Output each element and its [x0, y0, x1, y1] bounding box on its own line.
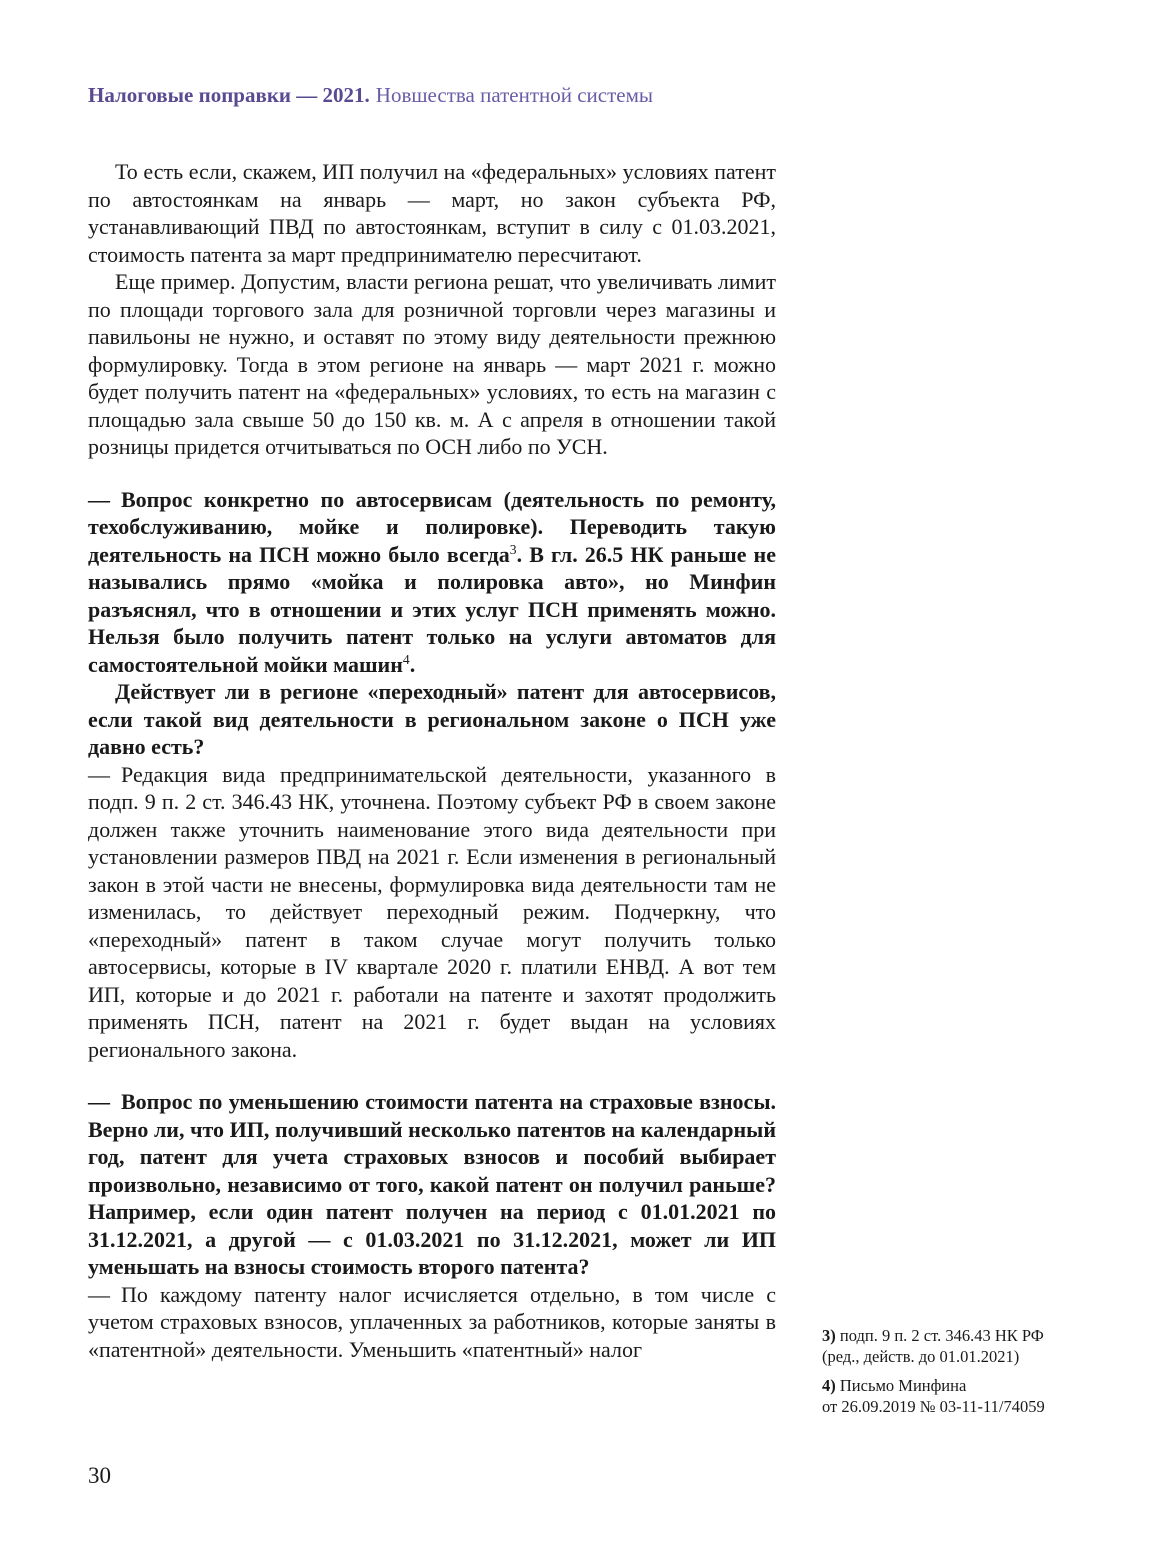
footnotes: [822, 1326, 1087, 1426]
footnote: 4) Письмо Минфина от 26.09.2019 № 03-11-11/74059: [822, 1376, 1045, 1416]
question-paragraph: Действует ли в регионе «переходный» патент для автосервисов, если такой вид деятельности в региональном законе о ПСН уже давно есть?: [88, 679, 776, 759]
body-paragraph: — Редакция вида предпринимательской деятельности, указанного в подп. 9 п. 2 ст. 346.43 НК, уточнена. Поэтому субъект РФ в своем законе должен также уточнить наименование этого вида деятельности при установлении размеров ПВД на 2021 г. Если изменения в региональный закон в этой части не внесены, формулировка вида деятельности там не изменилась, то действует переходный режим. Подчеркну, что «переходный» патент в таком случае могут получить только автосервисы, которые в IV квартале 2020 г. платили ЕНВД. А вот тем ИП, которые и до 2021 г. работали на патенте и захотят продолжить применять ПСН, патент на 2021 г. будет выдан на условиях регионального закона.: [88, 761, 776, 1062]
body-paragraph: — По каждому патенту налог исчисляется отдельно, в том числе с учетом страховых взносов, уплаченных за работников, которые заняты в «патентной» деятельности. Уменьшить «патентный» налог: [88, 1281, 776, 1362]
body-paragraph: Еще пример. Допустим, власти региона решат, что увеличивать лимит по площади торгового зала для розничной торговли через магазины и павильоны не нужно, и оставят по этому виду деятельности прежнюю формулировку. Тогда в этом регионе на январь — март 2021 г. можно будет получить патент на «федеральных» условиях, то есть на магазин с площадью зала свыше 50 до 150 кв. м. А с апреля в отношении такой розницы придется отчитываться по ОСН либо по УСН.: [88, 269, 776, 459]
question-paragraph: — Вопрос конкретно по автосервисам (деятельность по ремонту, техобслуживанию, мойке и полировке). Переводить такую деятельность на ПСН можно было всегда$^3$. В гл. 26.5 НК раньше не назывались прямо «мойка и полировка авто», но Минфин разъяснял, что в отношении и этих услуг ПСН применять можно. Нельзя было получить патент только на услуги автоматов для самостоятельной мойки машин$^4$.: [88, 486, 777, 677]
header-title-regular: Новшества патентной системы: [375, 83, 654, 107]
page-header: [88, 82, 653, 108]
footnote: 3) подп. 9 п. 2 ст. 346.43 НК РФ (ред., действ. до 01.01.2021): [822, 1326, 1044, 1366]
header-title-bold: Налоговые поправки — 2021.: [88, 83, 370, 107]
body-paragraph: То есть если, скажем, ИП получил на «федеральных» условиях патент по автостоянкам на январь — март, но закон субъекта РФ, устанавливающий ПВД по автостоянкам, вступит в силу с 01.03.2021, стоимость патента за март предпринимателю пересчитают.: [88, 159, 776, 267]
footnote-number: 4): [822, 1376, 840, 1395]
page-number: 30: [88, 1463, 111, 1488]
footnote-number: 3): [822, 1326, 840, 1345]
question-paragraph: — Вопрос по уменьшению стоимости патента на страховые взносы. Верно ли, что ИП, получивший несколько патентов на календарный год, патент для учета страховых взносов и пособий выбирает произвольно, независимо от того, какой патент он получил раньше? Например, если один патент получен на период с 01.01.2021 по 31.12.2021, а другой — с 01.03.2021 по 31.12.2021, может ли ИП уменьшать на взносы стоимость второго патента?: [88, 1089, 776, 1279]
footnote-marker: 4: [402, 652, 410, 667]
footnote-marker: 3: [509, 542, 517, 557]
article-body: [88, 158, 776, 1363]
